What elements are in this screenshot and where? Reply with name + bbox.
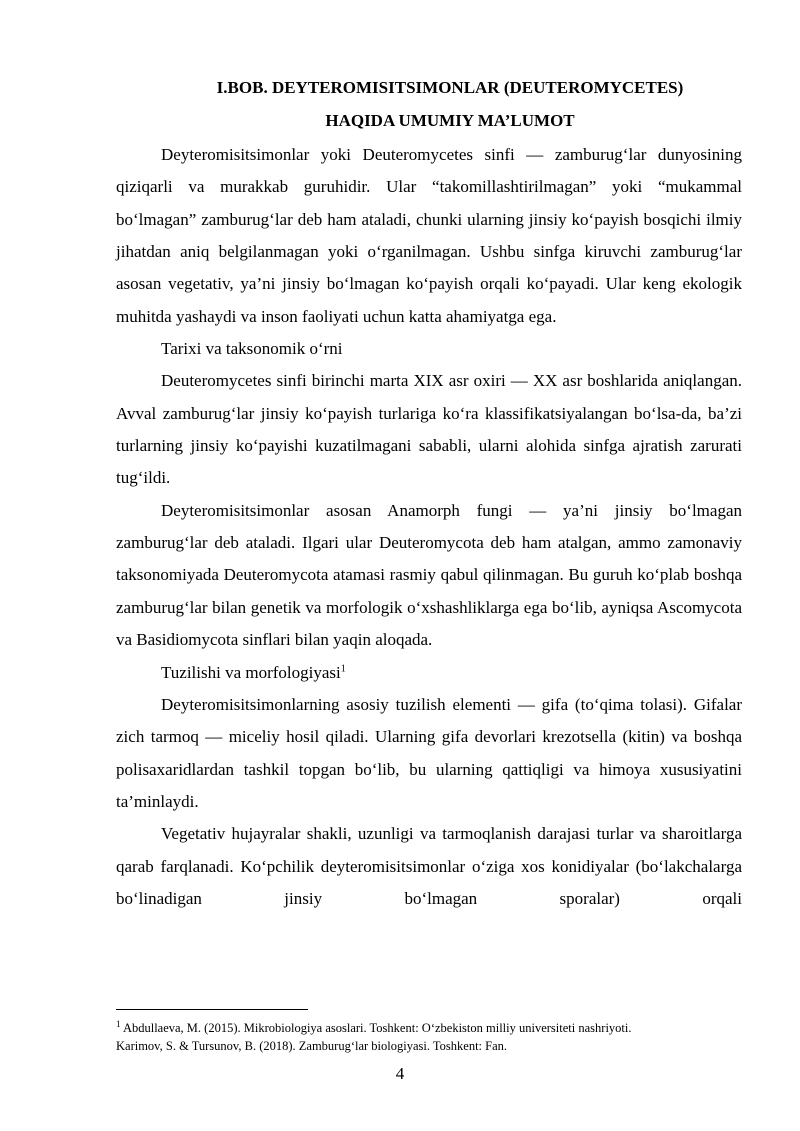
footnote (116, 1019, 756, 1055)
chapter-title-line-1: I.BOB. DEYTEROMISITSIMONLAR (DEUTEROMYCETES) (216, 78, 684, 97)
paragraph-anamorph: Deyteromisitsimonlar asosan Anamorph fungi — ya’ni jinsiy bo‘lmagan zamburug‘lar deb ataladi. Ilgari ular Deuteromycota deb ham atalgan, ammo zamonaviy taksonomiyada Deuteromycota atamasi rasmiy qabul qilinmagan. Bu guruh ko‘plab boshqa zamburug‘lar bilan genetik va morfologik o‘xshashliklarga ega bo‘lib, ayniqsa Ascomycota va Basidiomycota sinflari bilan yaqin aloqada. (116, 500, 742, 650)
paragraph-history: Deuteromycetes sinfi birinchi marta XIX asr oxiri — XX asr boshlarida aniqlangan. Avval zamburug‘lar jinsiy ko‘payish turlariga ko‘ra klassifikatsiyalangan bo‘lsa-da, ba’zi turlarning jinsiy ko‘payishi kuzatilmagani sababli, ularni alohida sinfga ajratish zarurati tug‘ildi. (116, 371, 742, 488)
chapter-title-line-2: HAQIDA UMUMIY MA’LUMOT (325, 111, 575, 130)
page-number: 4 (395, 1064, 405, 1083)
footnote-reference-2: Karimov, S. & Tursunov, B. (2018). Zamburug‘lar biologiyasi. Toshkent: Fan. (116, 1039, 508, 1053)
footnote-reference: 1 (340, 662, 346, 674)
section-heading-history: Tarixi va taksonomik o‘rni (161, 339, 343, 359)
footnote-reference-1: Abdullaeva, M. (2015). Mikrobiologiya asoslari. Toshkent: O‘zbekiston milliy universiteti nashriyoti. (122, 1021, 632, 1035)
paragraph-hypha: Deyteromisitsimonlarning asosiy tuzilish elementi — gifa (to‘qima tolasi). Gifalar zich tarmoq — miceliy hosil qiladi. Ularning gifa devorlari krezotsella (kitin) va boshqa polisaxaridlardan tashkil topgan bo‘lib, bu ularning qattiqligi va himoya xususiyatini ta’minlaydi. (116, 694, 742, 811)
paragraph-intro: Deyteromisitsimonlar yoki Deuteromycetes sinfi — zamburug‘lar dunyosining qiziqarli va murakkab guruhidir. Ular “takomillashtirilmagan” yoki “mukammal bo‘lmagan” zamburug‘lar deb ham ataladi, chunki ularning jinsiy ko‘payish bosqichi ilmiy jihatdan aniq belgilanmagan yoki o‘rganilmagan. Ushbu sinfga kiruvchi zamburug‘lar asosan vegetativ, ya’ni jinsiy bo‘lmagan ko‘payish orqali ko‘payadi. Ular keng ekologik muhitda yashaydi va inson faoliyati uchun katta ahamiyatga ega. (116, 145, 742, 326)
paragraph-vegetative: Vegetativ hujayralar shakli, uzunligi va tarmoqlanish darajasi turlar va sharoitlarga qarab farqlanadi. Ko‘pchilik deyteromisitsimonlar o‘ziga xos konidiyalar (bo‘lakchalarga bo‘linadigan jinsiy bo‘lmagan sporalar) orqali (116, 824, 742, 908)
footnote-separator (116, 1009, 308, 1010)
section-heading-structure-text: Tuzilishi va morfologiyasi (161, 662, 341, 682)
section-heading-structure (116, 657, 742, 689)
body-text (116, 139, 742, 915)
footnote-line-1 (116, 1019, 756, 1037)
footnote-marker: 1 (116, 1018, 121, 1029)
